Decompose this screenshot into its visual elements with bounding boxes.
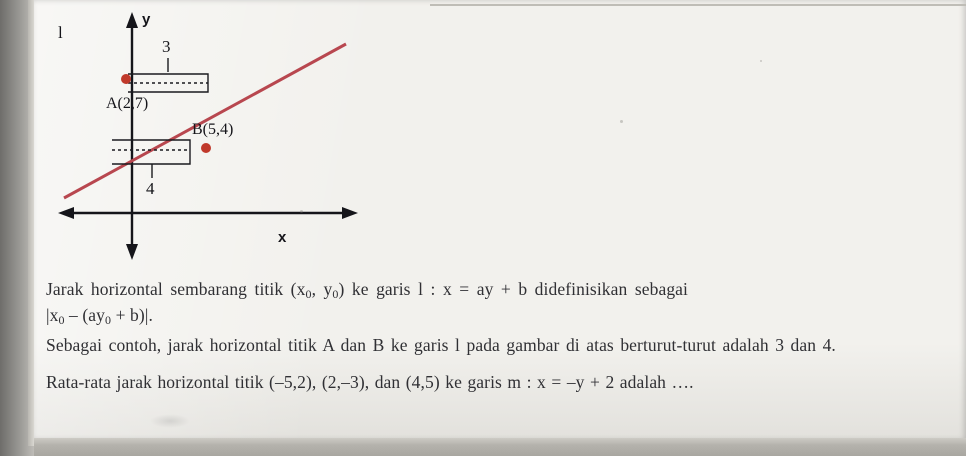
def-formula-c: + b)|. (111, 304, 153, 325)
def-formula-sub-x0: 0 (58, 312, 65, 327)
distance-bracket-a (128, 58, 208, 92)
def-formula-sub-y0: 0 (105, 312, 112, 327)
def-formula-b: – (ay (64, 304, 106, 325)
y-axis-arrow-down (126, 244, 138, 260)
figure-coordinate-plane (50, 8, 410, 266)
paper-bottom-shadow (34, 438, 966, 456)
paragraph-definition-line1 (46, 278, 846, 303)
point-a-label: A(2,7) (106, 95, 149, 112)
line-l-label: l (58, 23, 63, 42)
def-text-part1: Jarak horizontal sembarang titik (x (46, 279, 306, 299)
point-a-marker (121, 74, 131, 84)
def-text-part3: ) ke garis l : x = ay + b didefinisikan sebagai (338, 279, 688, 299)
def-sub-x0: 0 (305, 287, 312, 301)
distance-label-3: 3 (162, 37, 171, 56)
point-b-label: B(5,4) (192, 121, 234, 138)
question-text-block (46, 278, 882, 394)
def-sub-y0: 0 (332, 287, 339, 301)
x-axis-arrow-left (58, 207, 74, 219)
paragraph-example: Sebagai contoh, jarak horizontal titik A dan B ke garis l pada gambar di atas berturut-turut adalah 3 dan 4. (46, 335, 836, 356)
paper-speck (300, 210, 303, 213)
distance-bracket-b (112, 140, 190, 178)
def-text-part2: , y (311, 279, 333, 299)
paragraph-definition-line2 (46, 304, 882, 329)
paper-speck (620, 120, 623, 123)
y-axis-label: y (142, 11, 151, 28)
distance-label-4: 4 (146, 179, 155, 198)
x-axis-label: x (278, 229, 287, 246)
paper-speck (760, 60, 762, 62)
page-top-rule (430, 4, 966, 6)
def-formula-a: |x (46, 304, 59, 325)
x-axis-arrow-right (342, 207, 358, 219)
y-axis-arrow (126, 12, 138, 28)
question-sentence: Rata-rata jarak horizontal titik (–5,2), (2,–3), dan (4,5) ke garis m : x = –y + 2 adalah …. (46, 371, 694, 392)
point-b-marker (201, 143, 211, 153)
paragraph-question (46, 371, 866, 394)
